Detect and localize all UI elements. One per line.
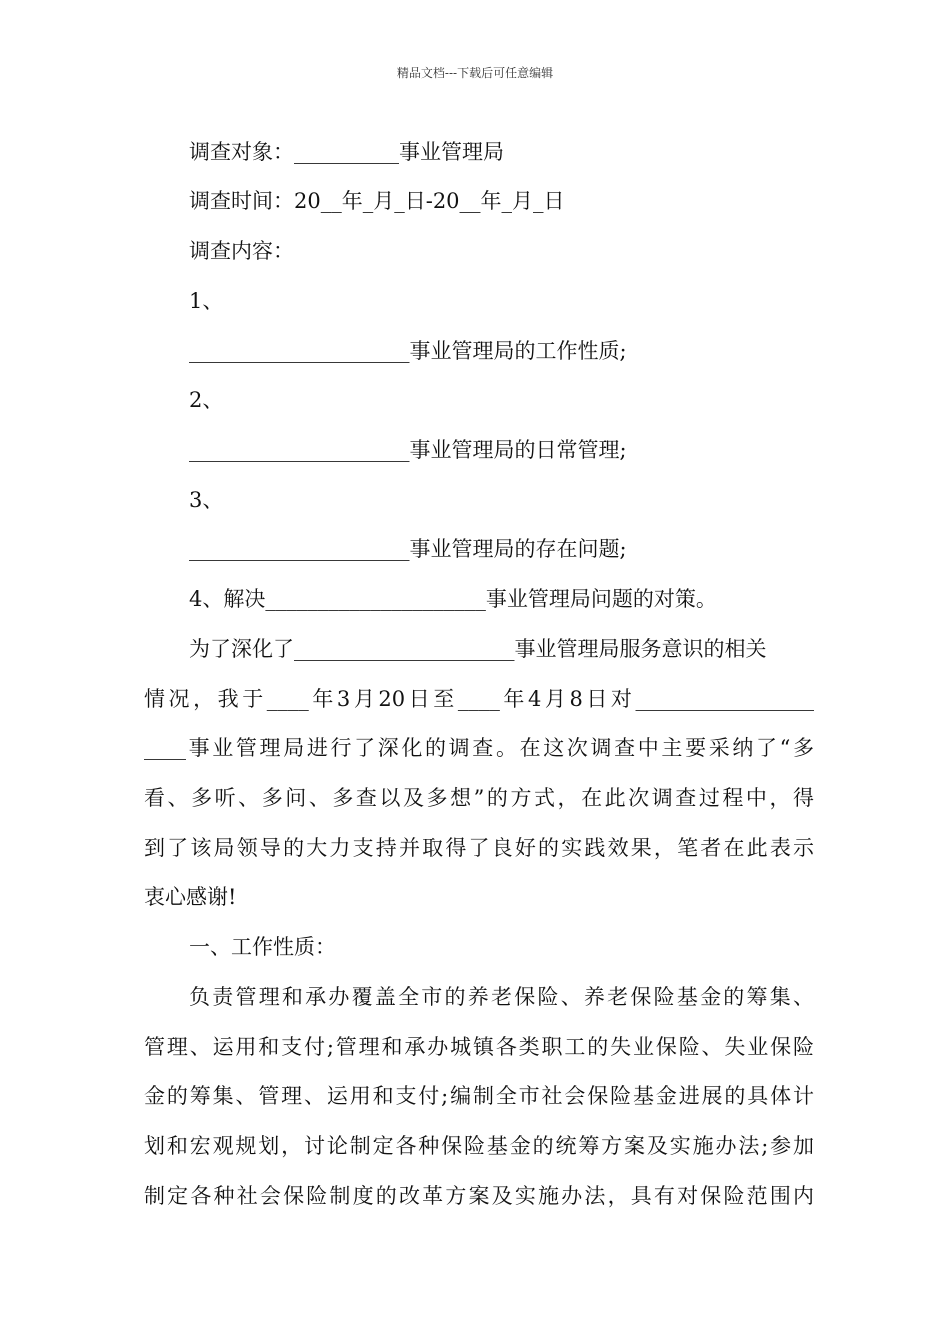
paragraph-line: 为了深化了_____________________事业管理局服务意识的相关 bbox=[189, 637, 767, 661]
paragraph-line: 管理、运用和支付;管理和承办城镇各类职工的失业保险、失业保险 bbox=[144, 1035, 814, 1059]
paragraph-line: 到了该局领导的大力支持并取得了良好的实践效果，笔者在此表示 bbox=[144, 836, 814, 860]
survey-object-line: 调查对象：__________事业管理局 bbox=[189, 140, 504, 164]
page-header: 精品文档---下载后可任意编辑 bbox=[396, 66, 554, 80]
item-number-2: 2、 bbox=[189, 388, 224, 412]
item-4-text: 4、解决_____________________事业管理局问题的对策。 bbox=[189, 587, 717, 611]
item-1-text: _____________________事业管理局的工作性质; bbox=[189, 339, 627, 363]
item-2-text: _____________________事业管理局的日常管理; bbox=[189, 438, 627, 462]
paragraph-line: 制定各种社会保险制度的改革方案及实施办法，具有对保险范围内 bbox=[144, 1184, 814, 1208]
item-number-1: 1、 bbox=[189, 289, 224, 313]
paragraph-line: ____事业管理局进行了深化的调查。在这次调查中主要采纳了“多 bbox=[144, 736, 814, 760]
paragraph-line: 划和宏观规划，讨论制定各种保险基金的统筹方案及实施办法;参加 bbox=[144, 1134, 814, 1158]
item-3-text: _____________________事业管理局的存在问题; bbox=[189, 537, 627, 561]
paragraph-line: 负责管理和承办覆盖全市的养老保险、养老保险基金的筹集、 bbox=[189, 985, 814, 1009]
section-heading: 一、工作性质： bbox=[189, 935, 336, 959]
paragraph-line: 看、多听、多问、多查以及多想”的方式，在此次调查过程中，得 bbox=[144, 786, 814, 810]
survey-content-heading: 调查内容： bbox=[189, 239, 294, 263]
survey-time-line: 调查时间：20__年_月_日-20__年_月_日 bbox=[189, 189, 565, 213]
paragraph-line: 衷心感谢! bbox=[144, 885, 237, 909]
paragraph-line: 金的筹集、管理、运用和支付;编制全市社会保险基金进展的具体计 bbox=[144, 1084, 814, 1108]
item-number-3: 3、 bbox=[189, 488, 224, 512]
paragraph-line: 情况，我于____年3月20日至____年4月8日对_________________ bbox=[144, 687, 814, 711]
